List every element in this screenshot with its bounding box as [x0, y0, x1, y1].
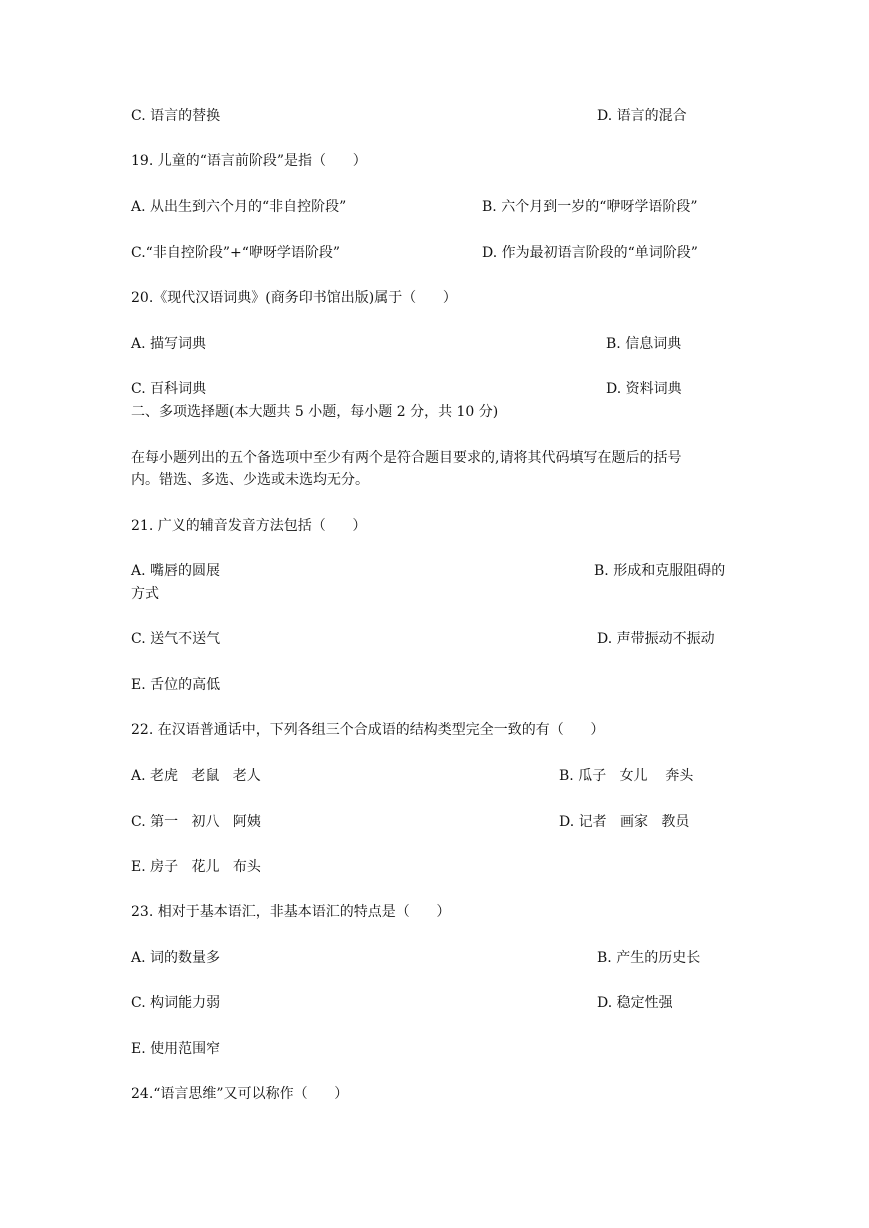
q22-stem: 22. 在汉语普通话中，下列各组三个合成语的结构类型完全一致的有（ ）: [131, 722, 605, 738]
q22-option-c: C. 第一 初八 阿姨: [131, 814, 261, 830]
q21-option-b-continued: 方式: [131, 586, 159, 602]
q22-option-e: E. 房子 花儿 布头: [131, 859, 261, 875]
q20-stem: 20.《现代汉语词典》(商务印书馆出版)属于（ ）: [131, 290, 457, 306]
q19-option-a: A. 从出生到六个月的“非自控阶段”: [131, 199, 347, 215]
q22-option-a: A. 老虎 老鼠 老人: [131, 768, 261, 784]
q23-option-e: E. 使用范围窄: [131, 1041, 221, 1057]
q23-stem: 23. 相对于基本语汇，非基本语汇的特点是（ ）: [131, 904, 451, 920]
q23-option-d: D. 稳定性强: [597, 995, 673, 1011]
section2-instructions-line2: 内。错选、多选、少选或未选均无分。: [131, 472, 369, 488]
q23-option-b: B. 产生的历史长: [597, 950, 701, 966]
q19-option-c: C.“非自控阶段”+“咿呀学语阶段”: [131, 245, 341, 261]
q20-option-a: A. 描写词典: [131, 336, 207, 352]
q21-option-c: C. 送气不送气: [131, 631, 221, 647]
q21-option-d: D. 声带振动不振动: [597, 631, 715, 647]
q20-option-b: B. 信息词典: [606, 336, 682, 352]
q21-option-a: A. 嘴唇的圆展: [131, 563, 221, 579]
q19-option-b: B. 六个月到一岁的“咿呀学语阶段”: [482, 199, 698, 215]
q21-option-b: B. 形成和克服阻碍的: [594, 563, 726, 579]
q21-option-e: E. 舌位的高低: [131, 677, 221, 693]
q23-option-a: A. 词的数量多: [131, 950, 221, 966]
q18-option-d: D. 语言的混合: [597, 108, 687, 124]
q20-option-c: C. 百科词典: [131, 381, 207, 397]
section2-title: 二、多项选择题(本大题共 5 小题，每小题 2 分，共 10 分): [131, 404, 499, 420]
q21-stem: 21. 广义的辅音发音方法包括（ ）: [131, 518, 367, 534]
q18-option-c: C. 语言的替换: [131, 108, 221, 124]
q19-stem: 19. 儿童的“语言前阶段”是指（ ）: [131, 153, 367, 169]
q20-option-d: D. 资料词典: [606, 381, 682, 397]
q24-stem: 24.“语言思维”又可以称作（ ）: [131, 1086, 349, 1102]
q22-option-b: B. 瓜子 女儿 奔头: [559, 768, 694, 784]
section2-instructions-line1: 在每小题列出的五个备选项中至少有两个是符合题目要求的,请将其代码填写在题后的括号: [131, 450, 682, 466]
q23-option-c: C. 构词能力弱: [131, 995, 221, 1011]
q19-option-d: D. 作为最初语言阶段的“单词阶段”: [482, 245, 698, 261]
q22-option-d: D. 记者 画家 教员: [559, 814, 690, 830]
